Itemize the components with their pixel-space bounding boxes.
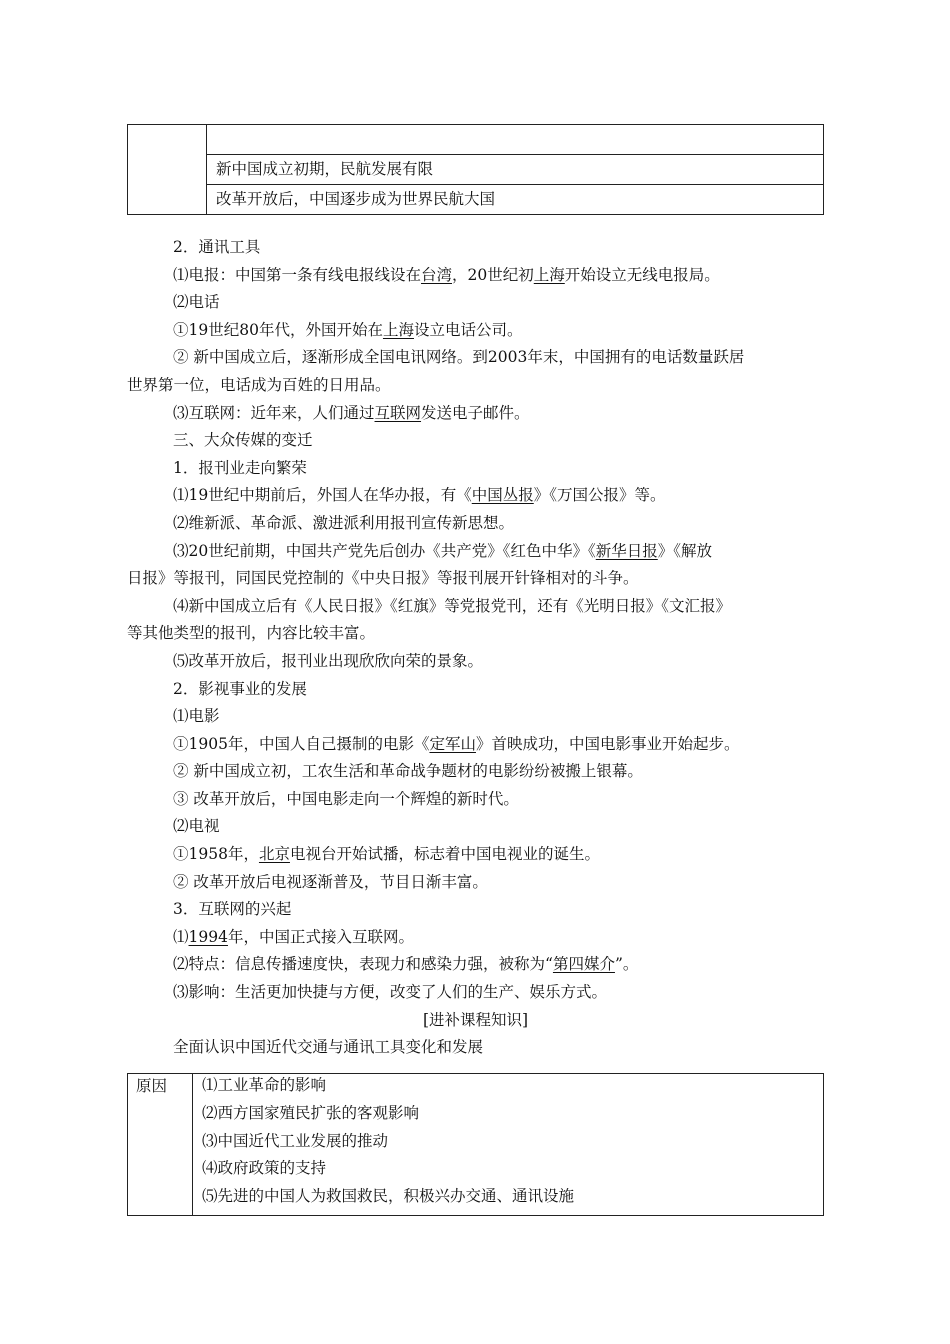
text-span: ③ 改革开放后，中国电影走向一个辉煌的新时代。 — [173, 789, 519, 808]
document-body — [127, 234, 824, 1062]
text-span: 全面认识中国近代交通与通讯工具变化和发展 — [173, 1038, 484, 1057]
text-line — [127, 1007, 824, 1035]
text-line — [127, 896, 824, 924]
underlined-term: 上海 — [382, 320, 414, 339]
text-span: ② 新中国成立初，工农生活和革命战争题材的电影纷纷被搬上银幕。 — [173, 762, 643, 781]
text-line — [127, 676, 824, 704]
text-span: ”。 — [614, 955, 639, 974]
text-span: 开始设立无线电报局。 — [564, 265, 720, 284]
text-line — [127, 951, 824, 979]
text-span: ①19世纪80年代，外国开始在 — [173, 320, 383, 339]
top-table-row: 新中国成立初期，民航发展有限 — [207, 155, 823, 185]
reasons-table — [127, 1073, 824, 1216]
text-line — [127, 620, 824, 648]
text-span: 》《解放 — [657, 541, 713, 560]
text-span: 》《万国公报》等。 — [533, 486, 666, 505]
top-table-row: 改革开放后，中国逐步成为世界民航大国 — [216, 190, 496, 208]
text-line — [127, 924, 824, 952]
reason-item: ⑵西方国家殖民扩张的客观影响 — [202, 1103, 420, 1122]
text-span: ①1958年， — [173, 845, 259, 864]
text-line — [127, 510, 824, 538]
reason-item: ⑴工业革命的影响 — [202, 1076, 327, 1094]
underlined-term: 互联网 — [374, 403, 422, 422]
text-line — [127, 813, 824, 841]
text-line — [127, 565, 824, 593]
underlined-term: 1994 — [188, 927, 228, 946]
text-span: ，20世纪初 — [452, 265, 534, 284]
text-line — [127, 758, 824, 786]
reasons-list — [194, 1074, 823, 1213]
text-line — [127, 344, 824, 372]
text-span: ⑴电影 — [173, 707, 220, 726]
underlined-term: 上海 — [533, 265, 565, 284]
text-line — [127, 234, 824, 262]
text-line — [127, 841, 824, 869]
reason-item: ⑸先进的中国人为救国救民，积极兴办交通、通讯设施 — [202, 1187, 575, 1206]
text-span: ⑷新中国成立后有《人民日报》《红旗》等党报党刊，还有《光明日报》《文汇报》 — [173, 596, 732, 615]
text-span: ⑴19世纪中期前后，外国人在华办报，有《 — [173, 486, 472, 505]
text-span: 等其他类型的报刊，内容比较丰富。 — [127, 624, 376, 643]
text-line — [127, 869, 824, 897]
text-span: [进补课程知识] — [422, 1010, 529, 1029]
underlined-term: 北京 — [258, 845, 290, 864]
text-span: 1．报刊业走向繁荣 — [173, 458, 307, 477]
underlined-term: 台湾 — [421, 265, 453, 284]
underlined-term: 中国丛报 — [471, 486, 534, 505]
text-span: 2．通讯工具 — [173, 238, 261, 256]
text-span: ⑵维新派、革命派、激进派利用报刊宣传新思想。 — [173, 513, 515, 532]
underlined-term: 定军山 — [429, 734, 476, 753]
text-span: ⑸改革开放后，报刊业出现欣欣向荣的景象。 — [173, 651, 484, 670]
text-span: 》首映成功，中国电影事业开始起步。 — [475, 734, 740, 753]
text-line — [127, 648, 824, 676]
text-span: ⑴ — [173, 927, 189, 946]
text-line — [127, 1034, 824, 1062]
text-line — [127, 593, 824, 621]
text-span: ⑵电话 — [173, 293, 220, 312]
text-line — [127, 979, 824, 1007]
text-span: 3．互联网的兴起 — [173, 900, 292, 919]
text-span: 三、大众传媒的变迁 — [173, 431, 313, 450]
text-line — [127, 455, 824, 483]
text-line — [127, 289, 824, 317]
underlined-term: 第四媒介 — [552, 955, 615, 974]
text-line — [127, 372, 824, 400]
text-span: ⑶影响：生活更加快捷与方便，改变了人们的生产、娱乐方式。 — [173, 983, 608, 1002]
text-span: 日报》等报刊，同国民党控制的《中央日报》等报刊展开针锋相对的斗争。 — [127, 569, 639, 588]
top-table — [127, 124, 824, 215]
text-span: 设立电话公司。 — [413, 320, 523, 339]
text-span: ⑴电报：中国第一条有线电报线设在 — [173, 265, 422, 284]
reasons-label: 原因 — [128, 1074, 193, 1215]
text-line — [127, 400, 824, 428]
text-span: ⑵特点：信息传播速度快，表现力和感染力强，被称为“ — [173, 955, 553, 974]
text-line — [127, 538, 824, 566]
text-span: 世界第一位，电话成为百姓的日用品。 — [127, 375, 391, 394]
text-span: ⑵电视 — [173, 817, 220, 836]
text-span: 2．影视事业的发展 — [173, 679, 307, 698]
text-line — [127, 317, 824, 345]
text-line — [127, 427, 824, 455]
reason-item: ⑷政府政策的支持 — [202, 1159, 327, 1178]
underlined-term: 新华日报 — [595, 541, 658, 560]
text-span: 年，中国正式接入互联网。 — [227, 927, 414, 946]
text-line — [127, 262, 824, 290]
reason-item: ⑶中国近代工业发展的推动 — [202, 1131, 389, 1150]
text-span: ② 改革开放后电视逐渐普及，节目日渐丰富。 — [173, 872, 488, 891]
text-span: ⑶互联网：近年来，人们通过 — [173, 403, 375, 422]
text-span: ② 新中国成立后，逐渐形成全国电讯网络。到2003年末，中国拥有的电话数量跃居 — [173, 348, 745, 367]
top-table-row — [207, 125, 823, 155]
text-span: 发送电子邮件。 — [421, 403, 530, 422]
text-line — [127, 786, 824, 814]
text-span: 电视台开始试播，标志着中国电视业的诞生。 — [289, 845, 600, 864]
text-line — [127, 482, 824, 510]
top-table-left-column — [128, 125, 207, 214]
text-line — [127, 703, 824, 731]
text-line — [127, 731, 824, 759]
text-span: ①1905年，中国人自己摄制的电影《 — [173, 734, 430, 753]
text-span: ⑶20世纪前期，中国共产党先后创办《共产党》《红色中华》《 — [173, 541, 596, 560]
